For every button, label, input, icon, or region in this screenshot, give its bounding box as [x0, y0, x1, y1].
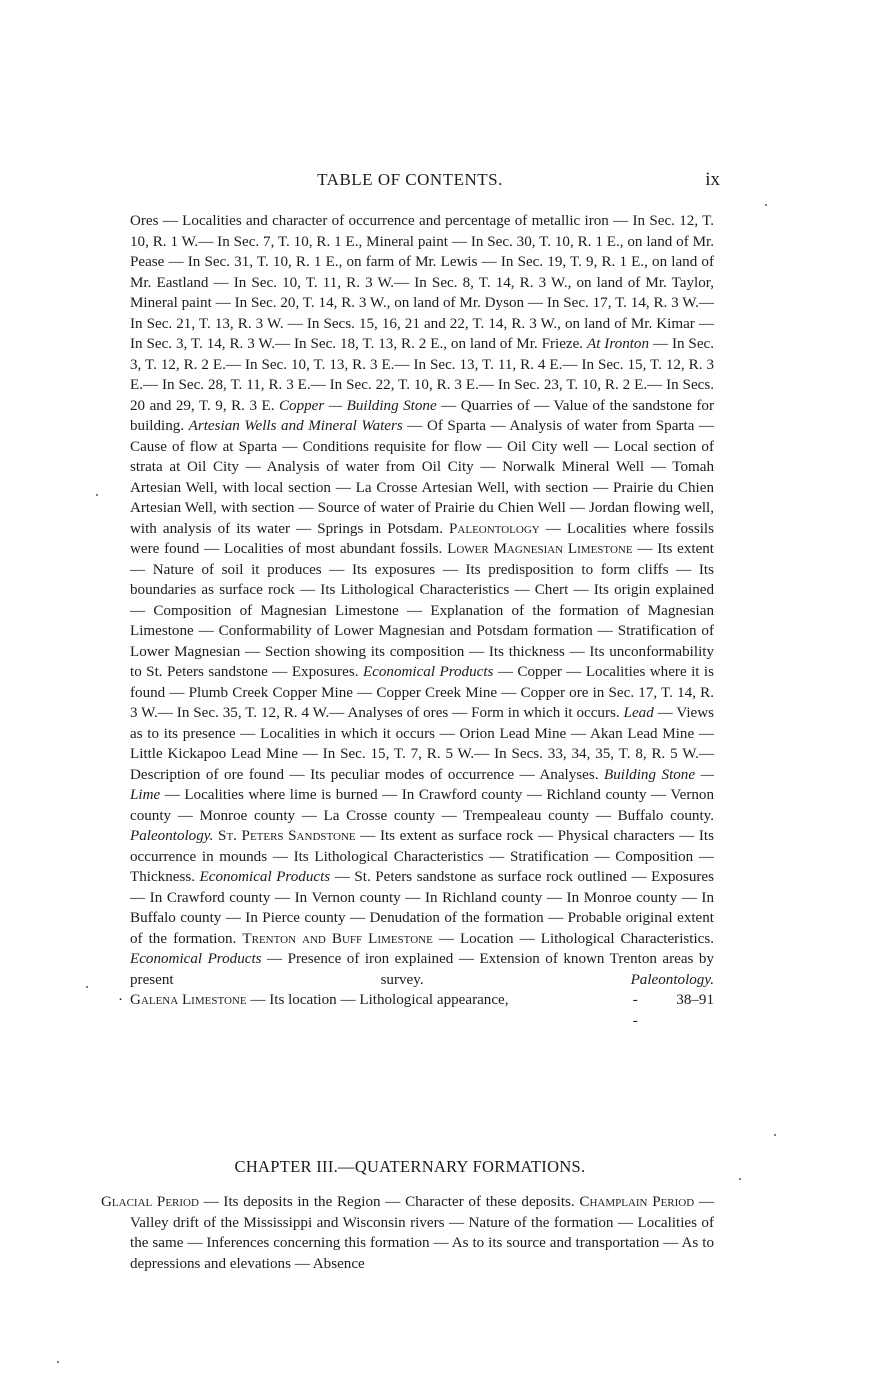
- entry-text-run: — Its extent — Nature of soil it produces — Its exposures — Its predisposition to form cliffs — Its boundaries as surface rock — Its Lithological Characteristics — Chert — Its origin explained — Composition of Magnesian Limestone — Explanation of the formation of Magnesian Limestone — Conformability of Lower Magnesian and Potsdam formation — Stratification of Lower Magnesian — Section showing its composition — Its thickness — Its unconformability to St. Peters sandstone — Exposures.: [130, 541, 715, 680]
- italic-heading: Economical Products: [362, 664, 494, 680]
- italic-heading: Paleontology.: [130, 828, 214, 844]
- section-heading: Trenton and Buff Limestone: [242, 930, 433, 947]
- italic-heading: Economical Products: [130, 951, 262, 967]
- entry-text-run: — Localities where fossils were found — Localities of most abundant fossils.: [130, 520, 714, 557]
- paper-speck: [57, 1361, 59, 1363]
- section-heading: Glacial Period: [101, 1194, 199, 1210]
- entry-text-run: — Valley drift of the Mississippi and Wisconsin rivers — Nature of the formation — Localities of the same — Inferences concerning this formation — As to its source and transportation — As to depressions and elevations — Absence: [130, 1194, 714, 1272]
- entry-text-run: — Copper — Localities where it is found — Plumb Creek Copper Mine — Copper Creek Mine — Copper ore in Sec. 17, T. 14, R. 3 W.— In Sec. 35, T. 12, R. 4 W.— Analyses of ores — Form in which it occurs.: [130, 664, 714, 721]
- toc-entry-glacial-period: [101, 1192, 714, 1274]
- section-heading: Champlain Period: [579, 1194, 695, 1210]
- running-title: TABLE OF CONTENTS.: [317, 170, 503, 189]
- section-heading: Lower Magnesian Limestone: [447, 541, 633, 557]
- paper-speck: [96, 494, 98, 496]
- entry-text-run: — Views as to its presence — Localities in which it occurs — Orion Lead Mine — Akan Lead Mine — Little Kickapoo Lead Mine — In Sec. 15, T. 7, R. 5 W.— In Secs. 33, 34, 35, T. 8, R. 5 W.— Description of ore found — Its peculiar modes of occurrence — Analyses.: [130, 705, 715, 783]
- page-number: ix: [705, 169, 720, 190]
- toc-entry-text: [101, 1192, 714, 1274]
- entry-text-run: — Of Sparta — Analysis of water from Sparta — Cause of flow at Sparta — Conditions requisite for flow — Oil City well — Local section of strata at Oil City — Analysis of water from Oil City — Norwalk Mineral Well — Tomah Artesian Well, with local section — La Crosse Artesian Well, with section — Prairie du Chien Artesian Well, with section — Source of water of Prairie du Chien Well — Jordan flowing well, with analysis of its water — Springs in Potsdam.: [130, 418, 714, 537]
- toc-entry-last-line-text: [130, 990, 612, 1011]
- paper-speck: [739, 1178, 741, 1180]
- section-heading: Paleontology: [449, 520, 540, 537]
- galena-limestone-description: — Its location — Lithological appearance,: [246, 992, 509, 1008]
- bullet-mark: ·: [118, 992, 124, 1008]
- italic-heading: Copper — Building Stone: [278, 397, 437, 414]
- entry-text-run: — Its extent as surface rock — Physical characters — Its occurrence in mounds — Its Lithological Characteristics — Stratification — Composition — Thickness.: [130, 828, 714, 885]
- entry-text-run: — Its deposits in the Region — Character of these deposits.: [198, 1194, 580, 1210]
- paper-speck: [765, 204, 767, 206]
- entry-text-run: — Localities where lime is burned — In Crawford county — Richland county — Vernon county — Monroe county — La Crosse county — Trempealeau county — Buffalo county.: [130, 787, 714, 824]
- italic-heading: Lead: [623, 705, 654, 721]
- italic-heading: At Ironton: [586, 336, 650, 352]
- toc-entry-text: [130, 211, 714, 990]
- galena-limestone-label: Galena Limestone: [130, 992, 247, 1008]
- entry-text-run: — St. Peters sandstone as surface rock outlined — Exposures — In Crawford county — In Vernon county — In Richland county — In Monroe county — In Buffalo county — In Pierce county — Denudation of the formation — Probable original extent of the formation.: [130, 869, 715, 947]
- entry-text-run: — In Sec. 3, T. 12, R. 2 E.— In Sec. 10, T. 13, R. 3 E.— In Sec. 13, T. 11, R. 4 E.— In Sec. 15, T. 12, R. 3 E.— In Sec. 28, T. 11, R. 3 E.— In Sec. 22, T. 10, R. 3 E.— In Sec. 23, T. 10, R. 2 E.— In Secs. 20 and 29, T. 9, R. 3 E.: [130, 336, 714, 414]
- running-head: [100, 170, 720, 194]
- italic-heading: Paleontology.: [630, 971, 714, 988]
- italic-heading: Artesian Wells and Mineral Waters: [188, 418, 403, 434]
- toc-entry-iron-ores-to-galena: [118, 211, 715, 1031]
- leader-dots: - -: [632, 992, 656, 1029]
- toc-entry-last-line: [118, 990, 714, 1031]
- entry-text-run: — Location — Lithological Characteristics.: [432, 930, 715, 947]
- paper-speck: [86, 986, 88, 988]
- page-range: 38–91: [676, 992, 714, 1008]
- entry-text-run: — Presence of iron explained — Extension of known Trenton areas by present survey.: [130, 951, 715, 988]
- italic-heading: Economical Products: [199, 869, 331, 885]
- entry-text-run: Ores — Localities and character of occurrence and percentage of metallic iron — In Sec. 12, T. 10, R. 1 W.— In Sec. 7, T. 10, R. 1 E., Mineral paint — In Sec. 30, T. 10, R. 1 E., on land of Mr. Pease — In Sec. 31, T. 10, R. 1 E., on farm of Mr. Lewis — In Sec. 19, T. 9, R. 1 E., on land of Mr. Eastland — In Sec. 10, T. 11, R. 3 W.— In Sec. 8, T. 14, R. 3 W., on land of Mr. Taylor, Mineral paint — In Sec. 20, T. 14, R. 3 W., on land of Mr. Dyson — In Sec. 17, T. 14, R. 3 W.— In Sec. 21, T. 13, R. 3 W. — In Secs. 15, 16, 21 and 22, T. 14, R. 3 W., on land of Mr. Kimar — In Sec. 3, T. 14, R. 3 W.— In Sec. 18, T. 13, R. 2 E., on land of Mr. Frieze.: [130, 213, 714, 352]
- section-heading: St. Peters Sandstone: [218, 828, 356, 844]
- chapter-heading: CHAPTER III.—QUATERNARY FORMATIONS.: [234, 1157, 586, 1176]
- entry-text-run: — Quarries of — Value of the sandstone for building.: [130, 397, 715, 434]
- paper-speck: [774, 1134, 776, 1136]
- italic-heading: Building Stone — Lime: [130, 766, 714, 803]
